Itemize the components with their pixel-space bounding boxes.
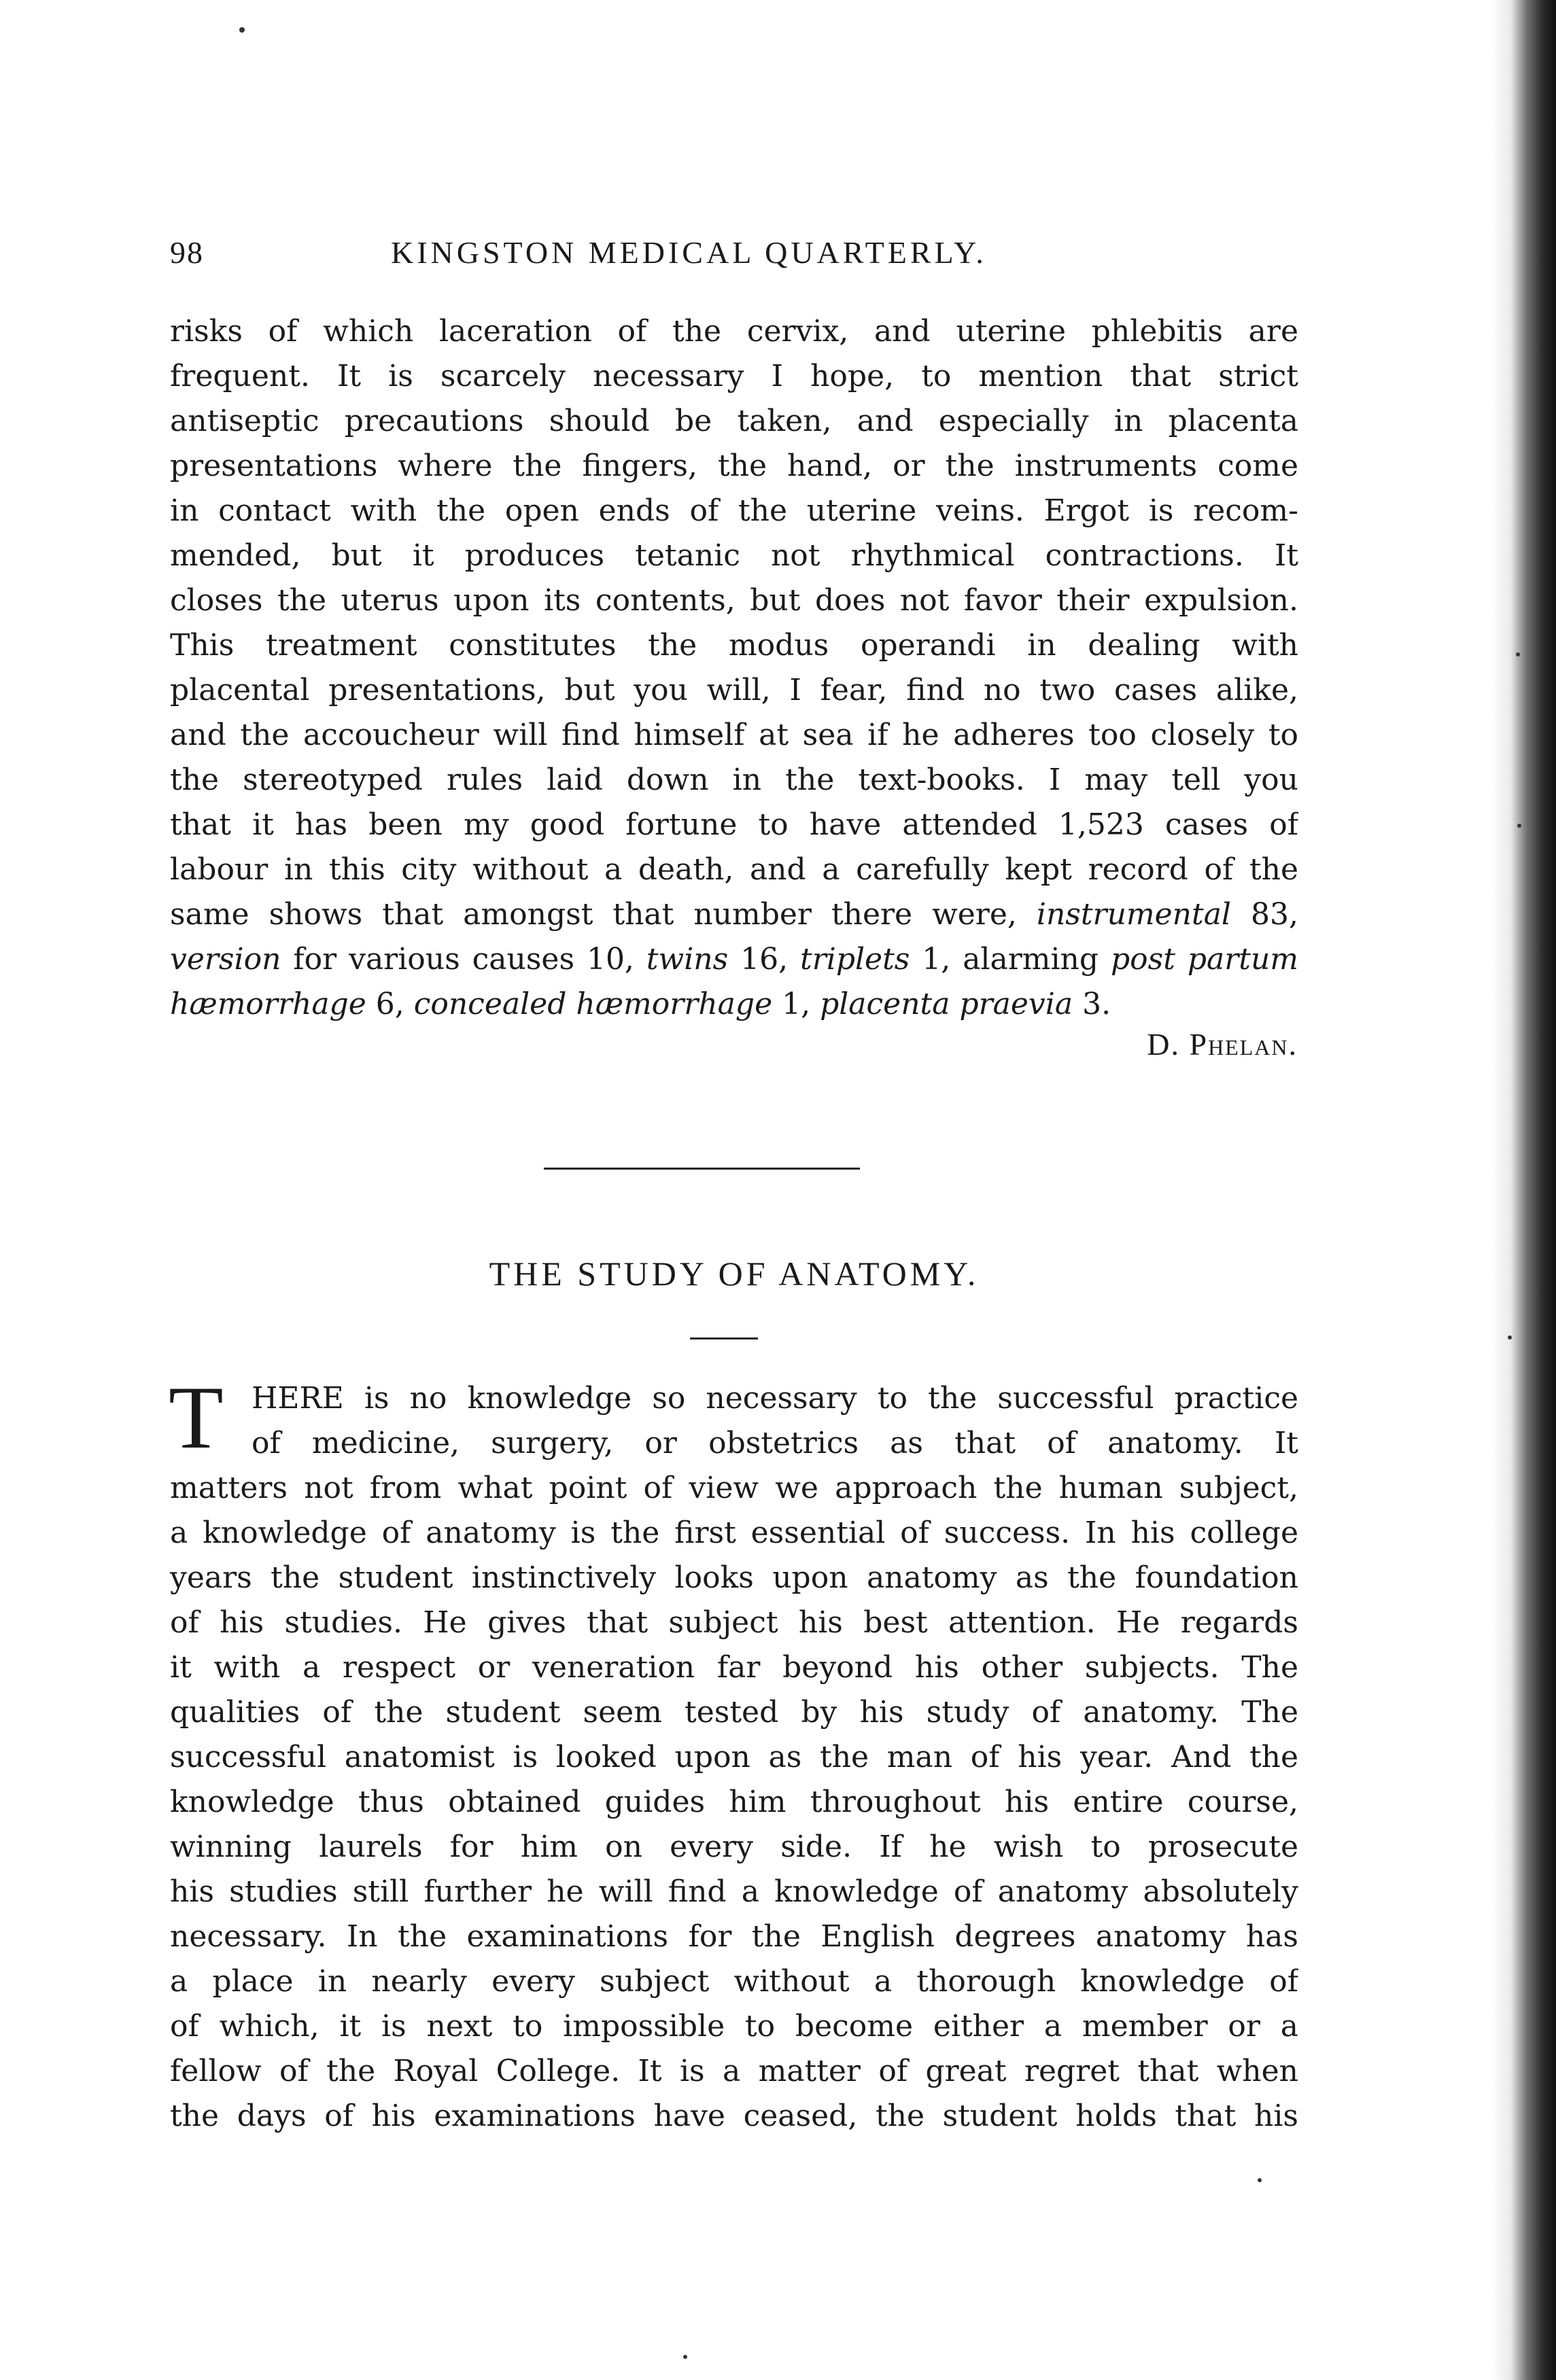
post-partum-label: post partum bbox=[1111, 942, 1298, 977]
text-line: knowledge thus obtained guides him throughout his entire course, bbox=[170, 1785, 1298, 1819]
text-line: antiseptic precautions should be taken, and especially in placenta bbox=[170, 404, 1298, 438]
instrumental-value: 83, bbox=[1231, 897, 1298, 932]
text-line: This treatment constitutes the modus operandi in dealing with bbox=[170, 628, 1298, 663]
haemorrhage-label: hæmorrhage bbox=[170, 987, 366, 1021]
haemorrhage-value: 6, bbox=[366, 987, 414, 1021]
text-line: years the student instinctively looks upon anatomy as the foundation bbox=[170, 1560, 1298, 1595]
text-line: of which, it is next to impossible to become either a member or a bbox=[170, 2009, 1298, 2044]
title-underline bbox=[690, 1337, 758, 1340]
drop-cap: T bbox=[169, 1367, 224, 1467]
statistics-line bbox=[170, 937, 1298, 982]
text-line: risks of which laceration of the cervix, and uterine phlebitis are bbox=[170, 314, 1298, 349]
twins-value: 16, bbox=[728, 942, 801, 977]
text-line: it with a respect or veneration far beyond his other subjects. The bbox=[170, 1650, 1298, 1685]
text-line: of medicine, surgery, or obstetrics as that of anatomy. It bbox=[252, 1426, 1298, 1460]
text-line: and the accoucheur will find himself at sea if he adheres too closely to bbox=[170, 718, 1298, 752]
text-line: necessary. In the examinations for the English degrees anatomy has bbox=[170, 1919, 1298, 1954]
text-line: a knowledge of anatomy is the first essential of success. In his college bbox=[170, 1516, 1298, 1550]
text-line: a place in nearly every subject without a thorough knowledge of bbox=[170, 1964, 1298, 1999]
text-line: HERE is no knowledge so necessary to the successful practice bbox=[252, 1381, 1298, 1416]
print-speck bbox=[1517, 824, 1521, 828]
print-speck bbox=[1508, 1335, 1512, 1340]
stats-prefix: same shows that amongst that number there were, bbox=[170, 897, 1037, 932]
opening-lines bbox=[252, 1376, 1298, 1466]
page-number: 98 bbox=[170, 235, 204, 270]
previous-article-text bbox=[170, 309, 1298, 1027]
concealed-haemorrhage-value: 1, bbox=[772, 987, 820, 1021]
concealed-haemorrhage-label: concealed hæmorrhage bbox=[413, 987, 773, 1021]
placenta-praevia-label: placenta praevia bbox=[820, 987, 1073, 1021]
article-title: THE STUDY OF ANATOMY. bbox=[489, 1255, 980, 1293]
print-speck bbox=[239, 27, 245, 33]
placenta-praevia-value: 3. bbox=[1073, 987, 1111, 1021]
print-speck bbox=[1258, 2178, 1262, 2182]
text-line: successful anatomist is looked upon as the man of his year. And the bbox=[170, 1740, 1298, 1774]
text-line: of his studies. He gives that subject his best attention. He regards bbox=[170, 1605, 1298, 1640]
text-line: matters not from what point of view we approach the human subject, bbox=[170, 1471, 1298, 1505]
article-body bbox=[170, 1466, 1298, 2139]
text-line: frequent. It is scarcely necessary I hope, to mention that strict bbox=[170, 359, 1298, 393]
page-gutter-shadow bbox=[1491, 0, 1556, 2380]
triplets-label: triplets bbox=[800, 942, 910, 977]
text-line: placental presentations, but you will, I fear, find no two cases alike, bbox=[170, 673, 1298, 707]
statistics-line bbox=[170, 892, 1298, 937]
text-line: in contact with the open ends of the uterine veins. Ergot is recom- bbox=[170, 493, 1298, 528]
text-line: qualities of the student seem tested by his study of anatomy. The bbox=[170, 1695, 1298, 1730]
triplets-value: 1, alarming bbox=[910, 942, 1111, 977]
running-head bbox=[170, 234, 1326, 282]
text-line: presentations where the fingers, the hand, or the instruments come bbox=[170, 449, 1298, 483]
twins-label: twins bbox=[646, 942, 729, 977]
print-speck bbox=[1516, 652, 1520, 657]
journal-title: KINGSTON MEDICAL QUARTERLY. bbox=[391, 235, 987, 270]
version-label: version bbox=[170, 942, 281, 977]
print-speck bbox=[683, 2355, 687, 2359]
text-line: the stereotyped rules laid down in the text-books. I may tell you bbox=[170, 763, 1298, 797]
text-line: labour in this city without a death, and a carefully kept record of the bbox=[170, 852, 1298, 887]
text-line: the days of his examinations have ceased, the student holds that his bbox=[170, 2099, 1298, 2133]
text-line: that it has been my good fortune to have attended 1,523 cases of bbox=[170, 807, 1298, 842]
instrumental-label: instrumental bbox=[1036, 897, 1232, 932]
statistics-line bbox=[170, 982, 1298, 1027]
author-signature: D. Phelan. bbox=[1147, 1027, 1298, 1062]
text-line: his studies still further he will find a knowledge of anatomy absolutely bbox=[170, 1874, 1298, 1909]
text-line: closes the uterus upon its contents, but does not favor their expulsion. bbox=[170, 583, 1298, 618]
text-line: mended, but it produces tetanic not rhythmical contractions. It bbox=[170, 538, 1298, 573]
text-line: winning laurels for him on every side. If he wish to prosecute bbox=[170, 1830, 1298, 1864]
section-divider bbox=[544, 1168, 860, 1170]
text-line: fellow of the Royal College. It is a matter of great regret that when bbox=[170, 2054, 1298, 2088]
version-text: for various causes 10, bbox=[281, 942, 646, 977]
